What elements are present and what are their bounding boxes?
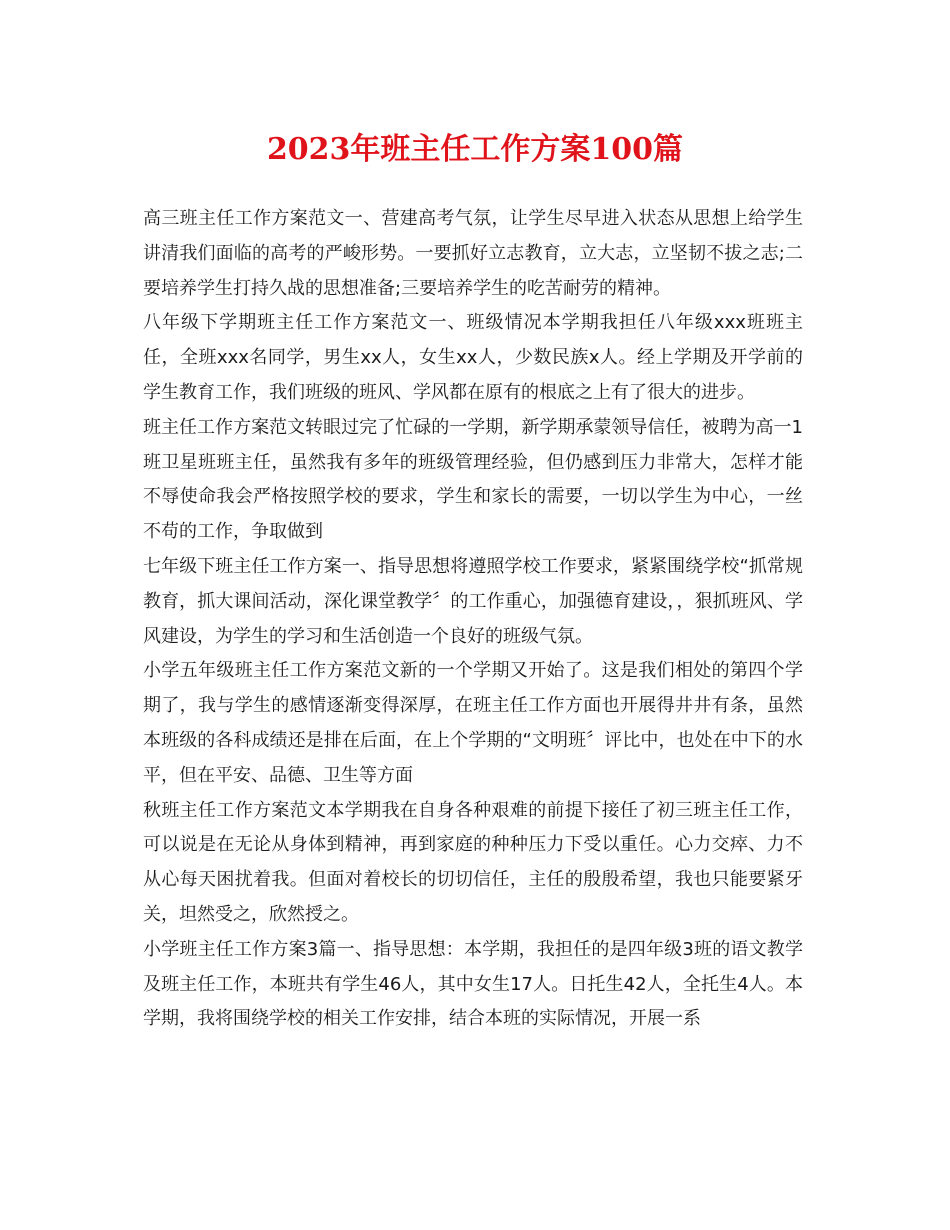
paragraph-4: 七年级下班主任工作方案一、指导思想将遵照学校工作要求，紧紧围绕学校“抓常规教育，抓大课间活动，深化课堂教学〞的工作重心，加强德育建设，，狠抓班风、学风建设，为学生的学习和生活创造一个良好的班级气氛。	[143, 555, 803, 647]
paragraph-3: 班主任工作方案范文转眼过完了忙碌的一学期，新学期承蒙领导信任，被聘为高一1班卫星班班主任，虽然我有多年的班级管理经验，但仍感到压力非常大，怎样才能不辱使命我会严格按照学校的要求，学生和家长的需要，一切以学生为中心，一丝不苟的工作，争取做到	[143, 416, 803, 543]
paragraph-1: 高三班主任工作方案范文一、营建高考气氛，让学生尽早进入状态从思想上给学生讲清我们面临的高考的严峻形势。一要抓好立志教育，立大志，立坚韧不拔之志;二要培养学生打持久战的思想准备;三要培养学生的吃苦耐劳的精神。	[143, 208, 803, 299]
paragraph-2: 八年级下学期班主任工作方案范文一、班级情况本学期我担任八年级xxx班班主任，全班xxx名同学，男生xx人，女生xx人，少数民族x人。经上学期及开学前的学生教育工作，我们班级的班风、学风都在原有的根底之上有了很大的进步。	[143, 312, 803, 403]
document-body	[143, 202, 803, 1037]
paragraph-6: 秋班主任工作方案范文本学期我在自身各种艰难的前提下接任了初三班主任工作，可以说是在无论从身体到精神，再到家庭的种种压力下受以重任。心力交瘁、力不从心每天困扰着我。但面对着校长的切切信任，主任的殷殷希望，我也只能要紧牙关，坦然受之，欣然授之。	[143, 799, 803, 925]
paragraph-7: 小学班主任工作方案3篇一、指导思想：本学期，我担任的是四年级3班的语文教学及班主任工作，本班共有学生46人，其中女生17人。日托生42人，全托生4人。本学期，我将围绕学校的相关工作安排，结合本班的实际情况，开展一系	[143, 938, 803, 1030]
paragraph-5: 小学五年级班主任工作方案范文新的一个学期又开始了。这是我们相处的第四个学期了，我与学生的感情逐渐变得深厚，在班主任工作方面也开展得井井有条，虽然本班级的各科成绩还是排在后面，在上个学期的“文明班〞评比中，也处在中下的水平，但在平安、品德、卫生等方面	[143, 660, 803, 786]
document-title: 2023年班主任工作方案100篇	[266, 132, 684, 167]
